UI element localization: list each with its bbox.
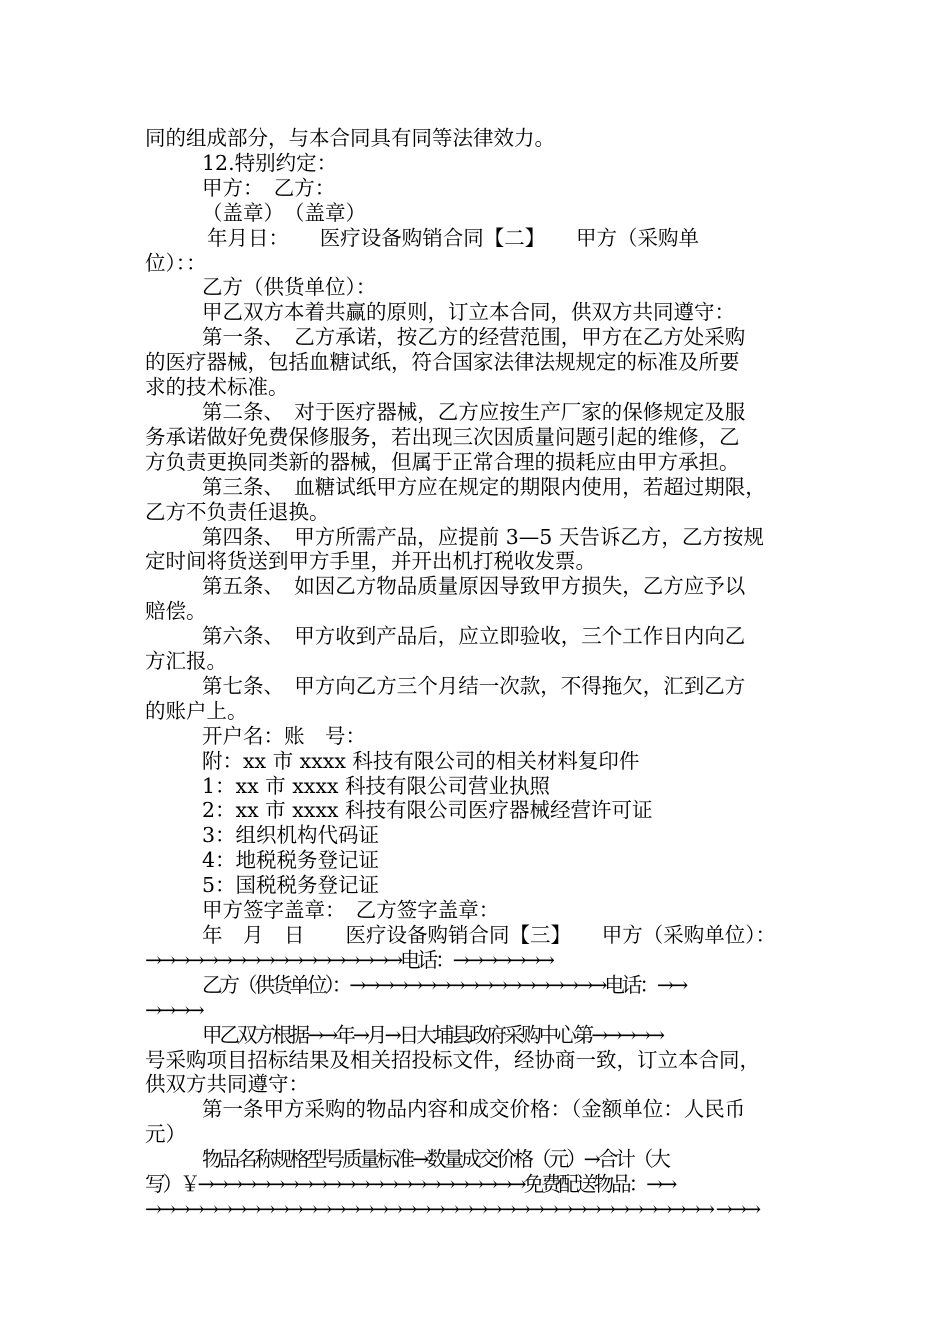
text-line: 位）：： <box>145 250 207 275</box>
text-line: →→→→→→→→→→→→→→→→→→→→→→→→→→→→→→→→→→→→→→→→ →→→ <box>145 1196 759 1221</box>
text-line: 甲乙双方根据→→年→月→日大埔县政府采购中心第→→→→→ <box>202 1022 663 1047</box>
text-line: 元） <box>145 1122 186 1147</box>
text-line: 乙方不负责任退换。 <box>145 499 330 524</box>
text-line: 第一条甲方采购的物品内容和成交价格：（金额单位：人民币 <box>202 1097 746 1122</box>
text-line: 甲乙双方本着共赢的原则，订立本合同，供双方共同遵守： <box>202 300 735 325</box>
text-line: 5：国税税务登记证 <box>202 873 380 898</box>
text-line: 赔偿。 <box>145 599 207 624</box>
text-line: 供双方共同遵守： <box>145 1072 309 1097</box>
text-line: 定时间将货送到甲方手里，并开出机打税收发票。 <box>145 549 596 574</box>
text-line: 务承诺做好免费保修服务，若出现三次因质量问题引起的维修，乙 <box>145 424 740 449</box>
text-line: 第四条、 甲方所需产品，应提前 3—5 天告诉乙方，乙方按规 <box>202 524 764 549</box>
text-line: 3：组织机构代码证 <box>202 823 380 848</box>
text-line: 的账户上。 <box>145 698 248 723</box>
text-line: 乙方（供货单位）：→→→→→→→→→→→→→→→→→→电话：→→ <box>202 972 686 997</box>
text-line: 的医疗器械，包括血糖试纸，符合国家法律法规规定的标准及所要 <box>145 350 740 375</box>
text-line: （盖章） （盖章） <box>202 200 366 225</box>
text-line: 第五条、 如因乙方物品质量原因导致甲方损失，乙方应予以 <box>202 574 746 599</box>
text-line: 年月日： 医疗设备购销合同【二】 甲方（采购单 <box>207 225 699 250</box>
text-line: 年 月 日 医疗设备购销合同【三】 甲方（采购单位）： <box>202 923 776 947</box>
text-line: 写）￥→→→→→→→→→→→→→→→→→→→→→→→免费配送物品：→→ <box>145 1172 675 1197</box>
text-line: 2：xx 市 xxxx 科技有限公司医疗器械经营许可证 <box>202 798 653 823</box>
text-line: 乙方（供货单位）： <box>202 275 377 300</box>
text-line: 甲方签字盖章： 乙方签字盖章： <box>202 898 500 923</box>
text-line: 求的技术标准。 <box>145 375 289 400</box>
text-line: 物品名称规格型号质量标准→数量成交价格（元）→合计（大 <box>202 1147 668 1172</box>
text-line: 4：地税税务登记证 <box>202 848 380 873</box>
text-line: 附：xx 市 xxxx 科技有限公司的相关材料复印件 <box>202 748 640 773</box>
text-line: 第二条、 对于医疗器械，乙方应按生产厂家的保修规定及服 <box>202 399 746 424</box>
text-line: 开户名：账 号： <box>202 723 366 748</box>
text-line: 同的组成部分，与本合同具有同等法律效力。 <box>145 126 555 150</box>
text-line: 方负责更换同类新的器械，但属于正常合理的损耗应由甲方承担。 <box>145 449 740 474</box>
text-line: →→→→ <box>145 997 202 1022</box>
text-line: 第三条、 血糖试纸甲方应在规定的期限内使用，若超过期限， <box>202 474 766 499</box>
text-line: →→→→→→→→→→→→→→→→→→电话：→→→→→→→ <box>145 947 552 972</box>
text-line: 第七条、 甲方向乙方三个月结一次款，不得拖欠，汇到乙方 <box>202 673 746 698</box>
text-line: 第一条、 乙方承诺，按乙方的经营范围，甲方在乙方处采购 <box>202 325 746 350</box>
text-line: 1：xx 市 xxxx 科技有限公司营业执照 <box>202 773 550 798</box>
text-line: 方汇报。 <box>145 649 227 674</box>
document-page <box>145 126 813 1222</box>
text-line: 12.特别约定： <box>202 150 338 175</box>
text-line: 号采购项目招标结果及相关招投标文件，经协商一致，订立本合同， <box>145 1047 760 1072</box>
text-line: 第六条、 甲方收到产品后，应立即验收，三个工作日内向乙 <box>202 624 746 649</box>
text-line: 甲方： 乙方： <box>202 175 336 200</box>
